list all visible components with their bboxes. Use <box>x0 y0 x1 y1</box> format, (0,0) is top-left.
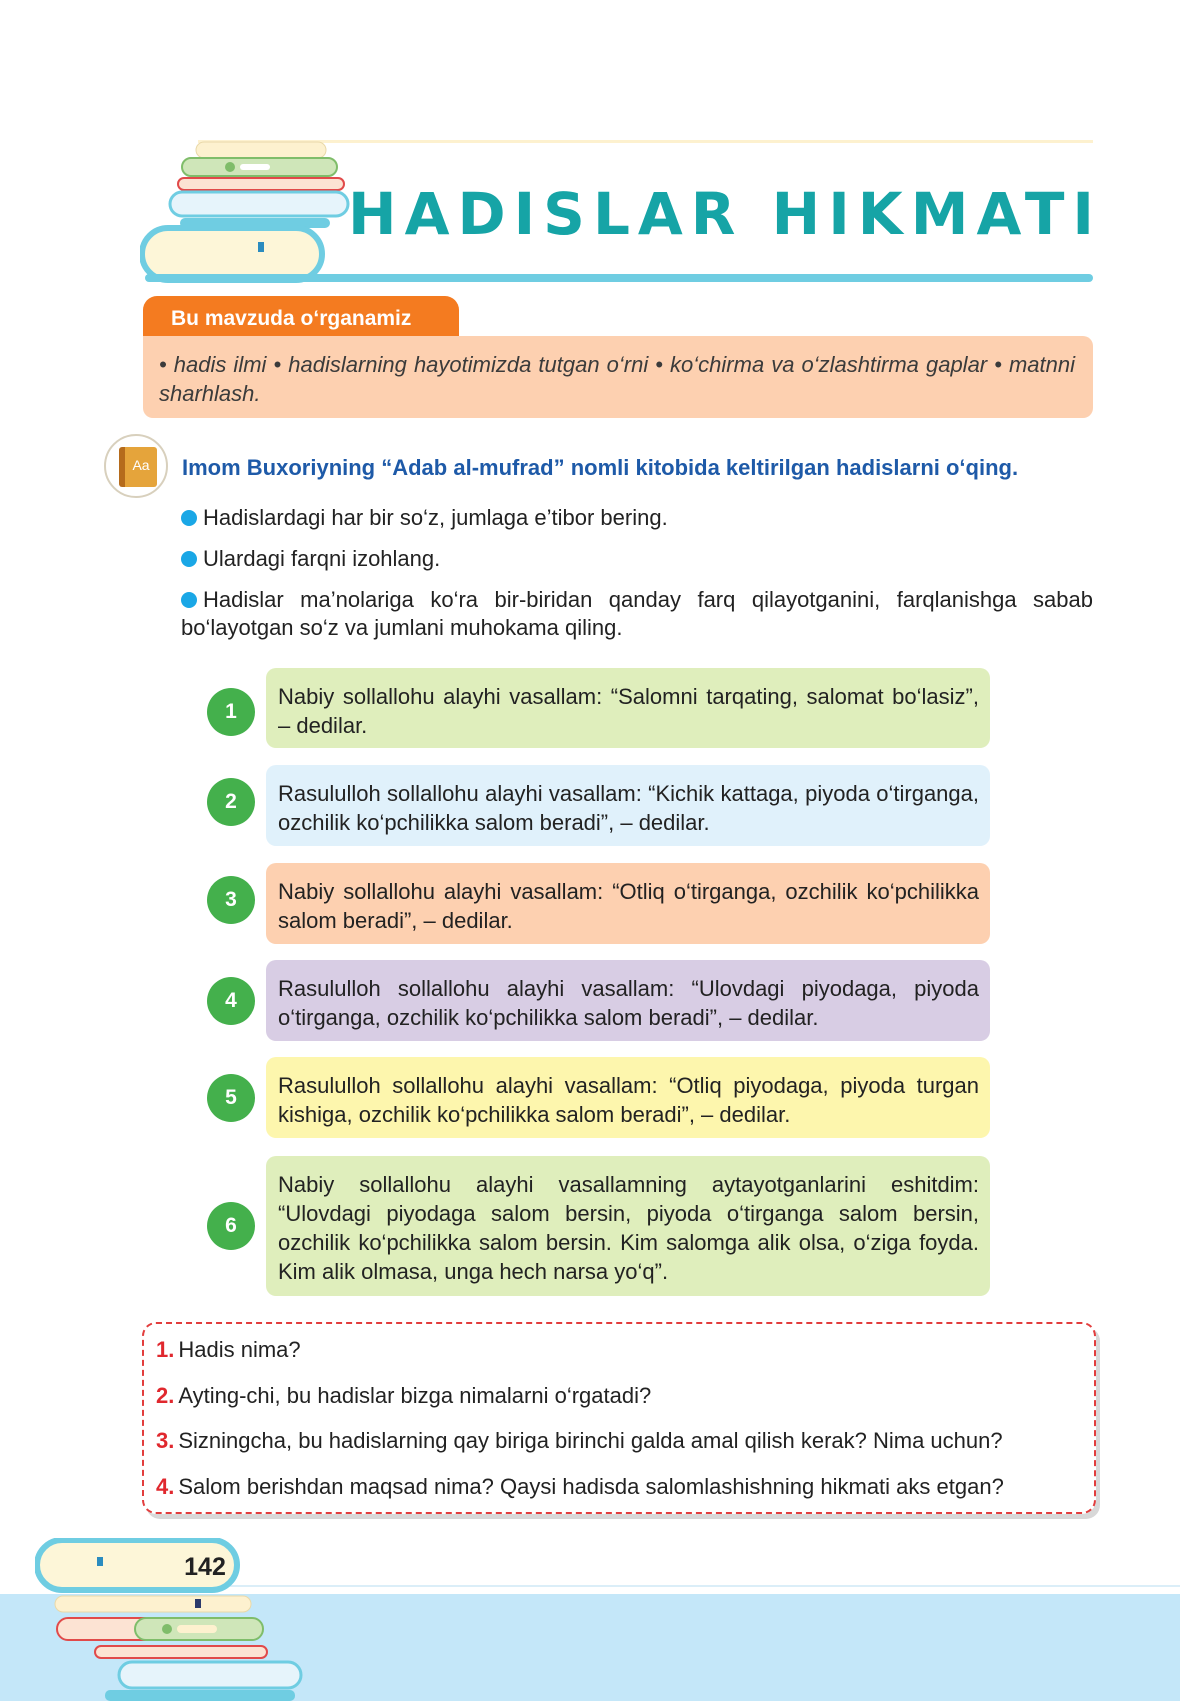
question-number: 3. <box>156 1428 175 1453</box>
hadith-card-1: Nabiy sollallohu alayhi vasallam: “Salomni tarqating, salomat bo‘lasiz”, – dedilar. <box>266 668 990 748</box>
instruction-badge <box>104 434 168 498</box>
question-text: Hadis nima? <box>178 1337 301 1362</box>
header-bottom-line <box>145 274 1093 282</box>
bullet-text: Ulardagi farqni izohlang. <box>203 546 441 571</box>
page-number: 142 <box>184 1553 226 1581</box>
dictionary-icon: Aa <box>119 447 157 487</box>
hadith-card-6: Nabiy sollallohu alayhi vasallamning aytayotganlarini eshitdim: “Ulovdagi piyodaga salom bersin, piyoda o‘tirganga salom bersin, ozchilik ko‘pchilikka salom bersin. Kim salomga alik olsa, o‘ziga foyda. Kim alik olmasa, unga hech narsa yo‘q”. <box>266 1156 990 1296</box>
question-item <box>156 1382 1094 1428</box>
hadith-card-3: Nabiy sollallohu alayhi vasallam: “Otliq o‘tirganga, ozchilik ko‘pchilikka salom beradi”, – dedilar. <box>266 863 990 944</box>
question-number: 1. <box>156 1337 175 1362</box>
instruction-heading: Imom Buxoriyning “Adab al-mufrad” nomli kitobida keltirilgan hadislarni o‘qing. <box>182 455 1019 480</box>
hadith-number-4: 4 <box>207 977 255 1025</box>
question-item <box>156 1336 1094 1382</box>
bullet-text: Hadislardagi har bir so‘z, jumlaga e’tibor bering. <box>203 505 668 530</box>
instruction-bullet-list <box>181 504 1093 655</box>
hadith-card-2: Rasululloh sollallohu alayhi vasallam: “Kichik kattaga, piyoda o‘tirganga, ozchilik ko‘pchilikka salom beradi”, – dedilar. <box>266 765 990 846</box>
question-number: 4. <box>156 1473 175 1499</box>
question-text: Sizningcha, bu hadislarning qay biriga birinchi galda amal qilish kerak? Nima uchun? <box>178 1428 1003 1453</box>
question-item <box>156 1427 1094 1473</box>
question-text: Salom berishdan maqsad nima? Qaysi hadisda salomlashishning hikmati aks etgan? <box>178 1473 1004 1499</box>
hadith-number-3: 3 <box>207 876 255 924</box>
bullet-item <box>181 545 1093 573</box>
bullet-dot-icon <box>181 592 197 608</box>
question-item <box>156 1473 1094 1519</box>
bullet-dot-icon <box>181 510 197 526</box>
footer-line <box>230 1585 1180 1587</box>
questions-box <box>142 1322 1096 1514</box>
topic-tab-label: Bu mavzuda o‘rganamiz <box>143 296 459 336</box>
hadith-number-5: 5 <box>207 1074 255 1122</box>
page-title: HADISLAR HIKMATI <box>348 180 1102 248</box>
hadith-number-1: 1 <box>207 688 255 736</box>
bullet-text: Hadislar ma’nolariga ko‘ra bir-biridan qanday farq qilayotganini, farqlanishga sabab bo‘layotgan so‘z va jumlani muhokama qiling. <box>181 587 1093 640</box>
hadith-number-2: 2 <box>207 778 255 826</box>
question-number: 2. <box>156 1382 175 1408</box>
hadith-card-4: Rasululloh sollallohu alayhi vasallam: “Ulovdagi piyodaga, piyoda o‘tirganga, ozchilik ko‘pchilikka salom beradi”, – dedilar. <box>266 960 990 1041</box>
hadith-number-6: 6 <box>207 1202 255 1250</box>
bullet-item <box>181 504 1093 532</box>
bullet-dot-icon <box>181 551 197 567</box>
question-text: Ayting-chi, bu hadislar bizga nimalarni o‘rgatadi? <box>178 1382 652 1408</box>
topic-summary: • hadis ilmi • hadislarning hayotimizda tutgan o‘rni • ko‘chirma va o‘zlashtirma gaplar • matnni sharhlash. <box>143 336 1093 418</box>
bullet-item <box>181 586 1093 642</box>
hadith-card-5: Rasululloh sollallohu alayhi vasallam: “Otliq piyodaga, piyoda turgan kishiga, ozchilik ko‘pchilikka salom beradi”, – dedilar. <box>266 1057 990 1138</box>
